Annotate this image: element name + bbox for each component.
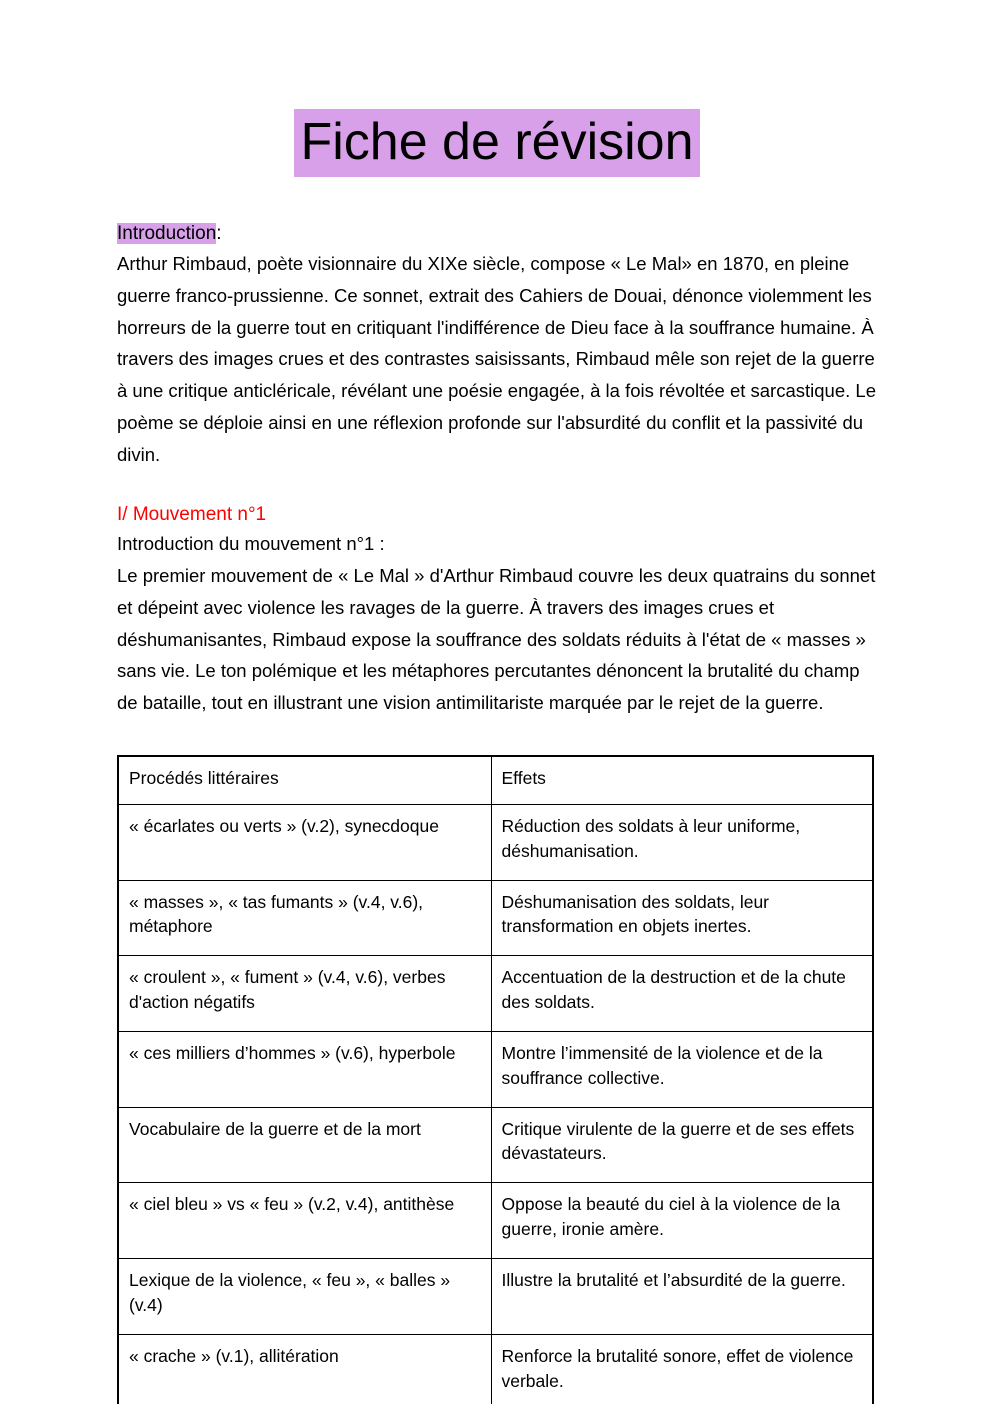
cell-effet: Réduction des soldats à leur uniforme, déshumanisation.	[491, 804, 873, 880]
cell-procede: « croulent », « fument » (v.4, v.6), verbes d'action négatifs	[118, 956, 491, 1032]
introduction-paragraph: Arthur Rimbaud, poète visionnaire du XIXe siècle, compose « Le Mal» en 1870, en pleine guerre franco-prussienne. Ce sonnet, extrait des Cahiers de Douai, dénonce violemment les horreurs de la guerre tout en critiquant l'indifférence de Dieu face à la souffrance humaine. À travers des images crues et des contrastes saisissants, Rimbaud mêle son rejet de la guerre à une critique anticléricale, révélant une poésie engagée, à la fois révoltée et sarcastique. Le poème se déploie ainsi en une réflexion profonde sur l'absurdité du conflit et la passivité du divin.	[117, 252, 876, 465]
cell-effet: Critique virulente de la guerre et de ses effets dévastateurs.	[491, 1107, 873, 1183]
procedes-table-wrapper	[117, 755, 877, 1404]
document-content	[117, 0, 877, 1404]
table-header-row	[118, 756, 873, 804]
cell-procede: Lexique de la violence, « feu », « balles » (v.4)	[118, 1258, 491, 1334]
cell-effet: Déshumanisation des soldats, leur transformation en objets inertes.	[491, 880, 873, 956]
introduction-heading-block	[117, 220, 877, 248]
procedes-table	[117, 755, 874, 1404]
cell-procede: Vocabulaire de la guerre et de la mort	[118, 1107, 491, 1183]
cell-effet: Renforce la brutalité sonore, effet de violence verbale.	[491, 1334, 873, 1404]
cell-procede: « ces milliers d’hommes » (v.6), hyperbole	[118, 1031, 491, 1107]
table-row	[118, 1183, 873, 1259]
table-row	[118, 880, 873, 956]
table-row	[118, 1334, 873, 1404]
cell-effet: Montre l’immensité de la violence et de la souffrance collective.	[491, 1031, 873, 1107]
cell-procede: « ciel bleu » vs « feu » (v.2, v.4), antithèse	[118, 1183, 491, 1259]
title-block	[117, 0, 877, 173]
table-row	[118, 1107, 873, 1183]
page-title-highlight: Fiche de révision	[294, 109, 699, 177]
mouvement-1-heading-block	[117, 501, 877, 529]
cell-procede: « crache » (v.1), allitération	[118, 1334, 491, 1404]
introduction-heading-colon: :	[216, 223, 222, 245]
column-header-effets: Effets	[491, 756, 873, 804]
table-row	[118, 804, 873, 880]
mouvement-1-subheading: Introduction du mouvement n°1 :	[117, 533, 385, 555]
procedes-table-body	[118, 756, 873, 1404]
cell-effet: Illustre la brutalité et l’absurdité de la guerre.	[491, 1258, 873, 1334]
table-row	[118, 1031, 873, 1107]
mouvement-1-heading: I/ Mouvement n°1	[117, 503, 267, 525]
cell-effet: Oppose la beauté du ciel à la violence de la guerre, ironie amère.	[491, 1183, 873, 1259]
table-row	[118, 1258, 873, 1334]
column-header-procedes: Procédés littéraires	[118, 756, 491, 804]
introduction-heading	[117, 220, 877, 248]
cell-procede: « masses », « tas fumants » (v.4, v.6), métaphore	[118, 880, 491, 956]
mouvement-1-paragraph: Le premier mouvement de « Le Mal » d'Arthur Rimbaud couvre les deux quatrains du sonnet et dépeint avec violence les ravages de la guerre. À travers des images crues et déshumanisantes, Rimbaud expose la souffrance des soldats réduits à l'état de « masses » sans vie. Le ton polémique et les métaphores percutantes dénoncent la brutalité du champ de bataille, tout en illustrant une vision antimilitariste marquée par le rejet de la guerre.	[117, 564, 876, 714]
cell-effet: Accentuation de la destruction et de la chute des soldats.	[491, 956, 873, 1032]
page-title	[117, 112, 877, 173]
introduction-heading-label: Introduction	[117, 223, 217, 245]
cell-procede: « écarlates ou verts » (v.2), synecdoque	[118, 804, 491, 880]
table-row	[118, 956, 873, 1032]
